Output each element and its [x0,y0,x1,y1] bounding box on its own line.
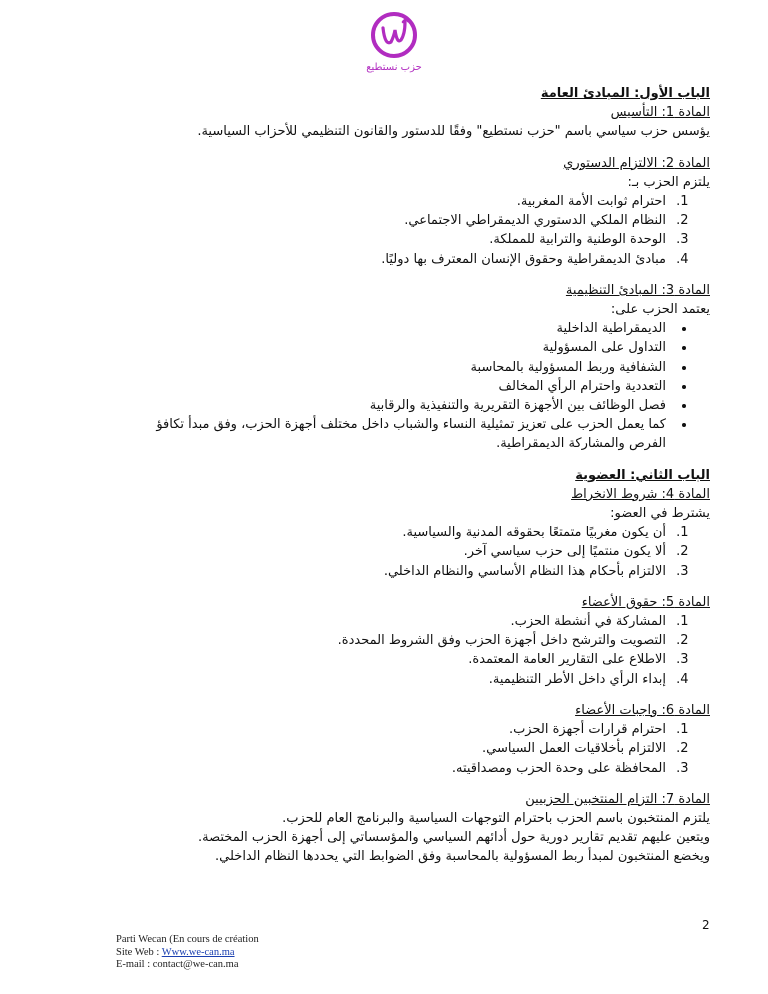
article2-title: المادة 2: الالتزام الدستوري [563,155,710,171]
footer [116,934,259,972]
article4-list [120,523,710,581]
chapter1-title: الباب الأول: المبادئ العامة [540,86,710,101]
list-item: 2. النظام الملكي الدستوري الديمقراطي الاجتماعي. [120,211,672,230]
article6-title: المادة 6: واجبات الأعضاء [575,702,710,718]
list-item: 3. الاطلاع على التقارير العامة المعتمدة. [120,650,672,669]
list-item: 2. الالتزام بأخلاقيات العمل السياسي. [120,739,672,758]
list-item: 2. التصويت والترشح داخل أجهزة الحزب وفق الشروط المحددة. [120,631,672,650]
footer-email: E-mail : contact@we-can.ma [116,959,239,970]
party-logo [359,8,429,76]
article7-line: ويتعين عليهم تقديم تقارير دورية حول أدائهم السياسي والمؤسساتي إلى أجهزة الحزب المختصة. [198,830,710,846]
document-body [120,84,710,867]
article7-line: يلتزم المنتخبون باسم الحزب باحترام التوجهات السياسية والبرنامج العام للحزب. [282,810,710,826]
list-item: 1. احترام ثوابت الأمة المغربية. [120,192,672,211]
article1-text: يؤسس حزب سياسي باسم "حزب نستطيع" وفقًا للدستور والقانون التنظيمي للأحزاب السياسية. [197,124,710,140]
page-number: 2 [702,918,710,932]
article3-title: المادة 3: المبادئ التنظيمية [565,282,710,298]
list-item: 4. مبادئ الديمقراطية وحقوق الإنسان المعترف بها دوليًا. [120,250,672,269]
article4-title: المادة 4: شروط الانخراط [571,486,710,502]
article7-line: ويخضع المنتخبون لمبدأ ربط المسؤولية بالمحاسبة وفق الضوابط التي يحددها النظام الداخلي. [215,849,710,865]
chapter2-title: الباب الثاني: العضوية [575,467,710,483]
list-item: • كما يعمل الحزب على تعزيز تمثيلية النساء والشباب داخل مختلف أجهزة الحزب، وفق مبدأ تكافؤ الفرص والمشاركة الديمقراطية. [120,415,672,453]
list-item: • التداول على المسؤولية [120,338,672,357]
party-logo-icon [359,8,429,76]
list-item: 1. أن يكون مغربيًا متمتعًا بحقوقه المدنية والسياسية. [120,523,672,542]
logo-text: حزب نستطيع [366,62,422,73]
list-item: 4. إبداء الرأي داخل الأطر التنظيمية. [120,670,672,689]
list-item: 3. الالتزام بأحكام هذا النظام الأساسي والنظام الداخلي. [120,562,672,581]
footer-line1: Parti Wecan (En cours de création [116,934,259,945]
article7-title: المادة 7: التزام المنتخبين الحزبيين [525,791,710,807]
list-item: 1. المشاركة في أنشطة الحزب. [120,612,672,631]
list-item: • الديمقراطية الداخلية [120,319,672,338]
footer-site-link[interactable]: Www.we-can.ma [161,946,235,958]
list-item: 3. الوحدة الوطنية والترابية للمملكة. [120,230,672,249]
article5-title: المادة 5: حقوق الأعضاء [581,594,710,610]
article3-intro: يعتمد الحزب على: [610,302,710,318]
article3-list [120,319,710,453]
list-item: • الشفافية وربط المسؤولية بالمحاسبة [120,358,672,377]
list-item: • فصل الوظائف بين الأجهزة التقريرية والتنفيذية والرقابية [120,396,672,415]
footer-site-label: Site Web : [116,946,162,958]
article4-intro: يشترط في العضو: [610,506,710,522]
list-item: 1. احترام قرارات أجهزة الحزب. [120,720,672,739]
article2-intro: يلتزم الحزب بـ: [627,174,710,190]
list-item: • التعددية واحترام الرأي المخالف [120,377,672,396]
list-item: 3. المحافظة على وحدة الحزب ومصداقيته. [120,759,672,778]
footer-site [116,947,259,960]
article2-list [120,192,710,269]
list-item: 2. ألا يكون منتميًا إلى حزب سياسي آخر. [120,542,672,561]
article6-list [120,720,710,778]
article1-title: المادة 1: التأسيس [610,105,710,121]
article5-list [120,612,710,689]
